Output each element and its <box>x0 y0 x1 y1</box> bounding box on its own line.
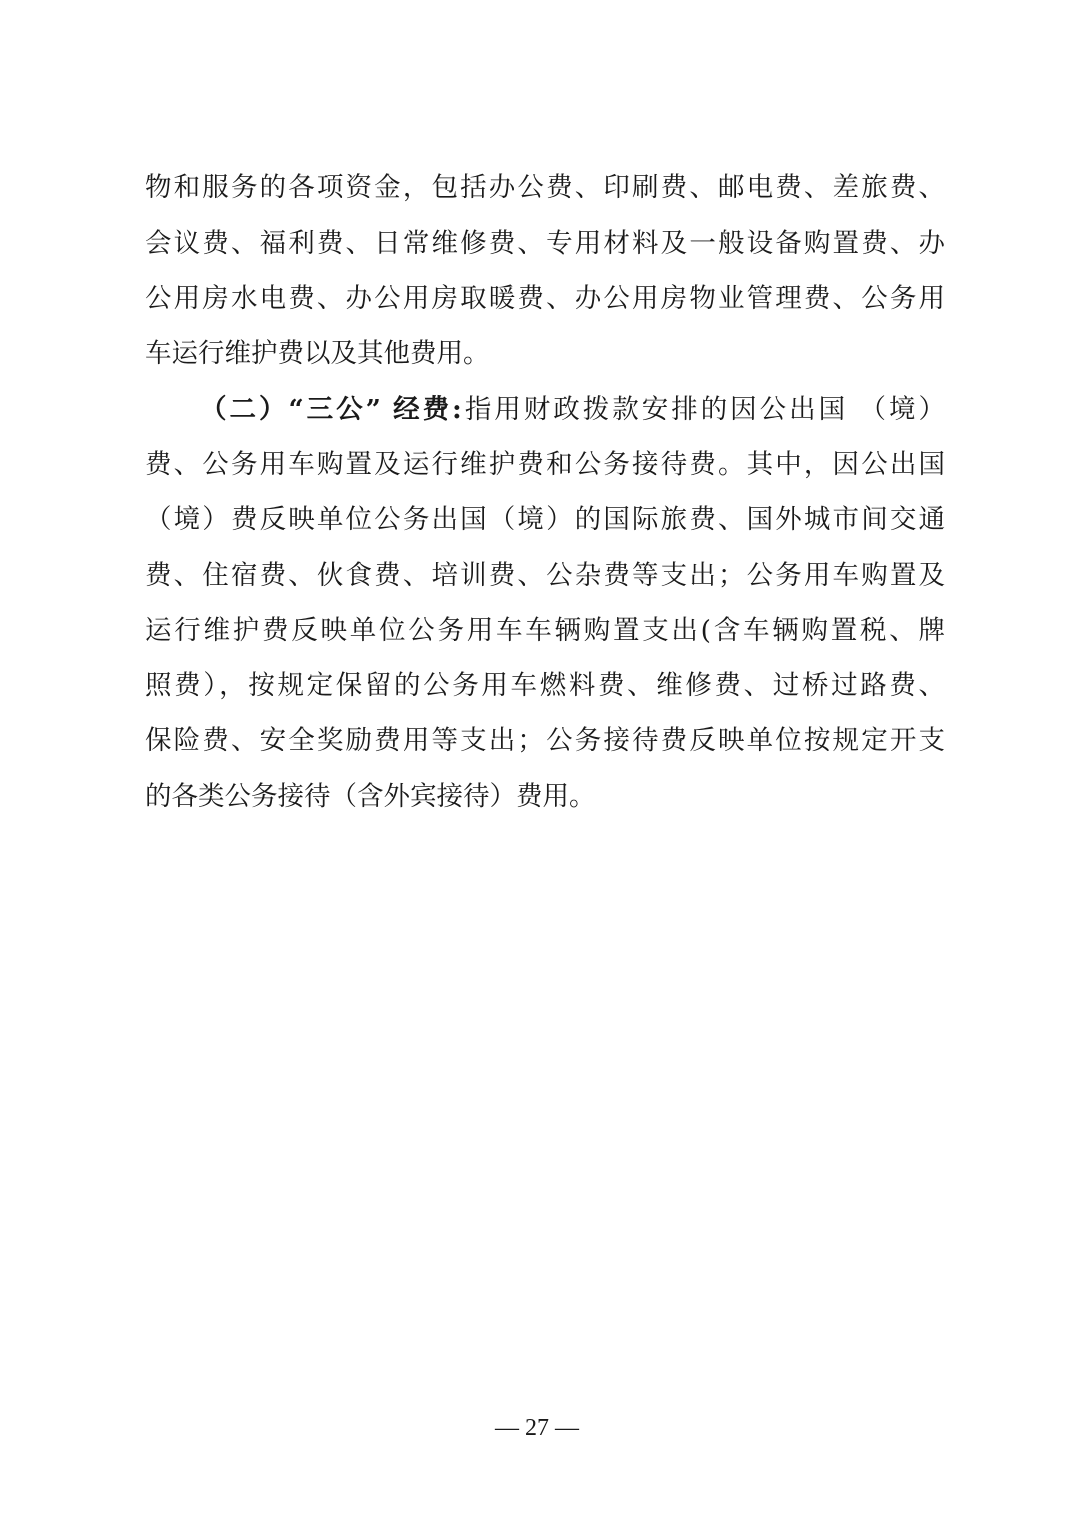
paragraph2-line-8: 的各类公务接待（含外宾接待）费用。 <box>145 781 596 812</box>
section-heading: （二）“三公” 经费: <box>200 394 462 425</box>
paragraph2-line-5: 运行维护费反映单位公务用车车辆购置支出(含车辆购置税、牌 <box>145 615 945 646</box>
paragraph2-line-6: 照费），按规定保留的公务用车燃料费、维修费、过桥过路费、 <box>145 670 945 701</box>
paragraph2-line-7: 保险费、安全奖励费用等支出；公务接待费反映单位按规定开支 <box>145 725 945 756</box>
paragraph1-line-2: 会议费、福利费、日常维修费、专用材料及一般设备购置费、办 <box>145 228 945 259</box>
paragraph1-line-1: 物和服务的各项资金，包括办公费、印刷费、邮电费、差旅费、 <box>145 172 945 203</box>
paragraph1-line-3: 公用房水电费、办公用房取暖费、办公用房物业管理费、公务用 <box>145 283 945 314</box>
paragraph2-line-1 <box>200 390 945 430</box>
paragraph2-line-3: （境）费反映单位公务出国（境）的国际旅费、国外城市间交通 <box>145 504 945 535</box>
page-number: — 27 — <box>495 1415 579 1441</box>
paragraph2-line-4: 费、住宿费、伙食费、培训费、公杂费等支出；公务用车购置及 <box>145 560 945 591</box>
paragraph1-line-4: 车运行维护费以及其他费用。 <box>145 338 490 369</box>
paragraph2-line-1-text: 指用财政拨款安排的因公出国 （境） <box>461 394 945 425</box>
paragraph2-line-2: 费、公务用车购置及运行维护费和公务接待费。其中，因公出国 <box>145 449 945 480</box>
